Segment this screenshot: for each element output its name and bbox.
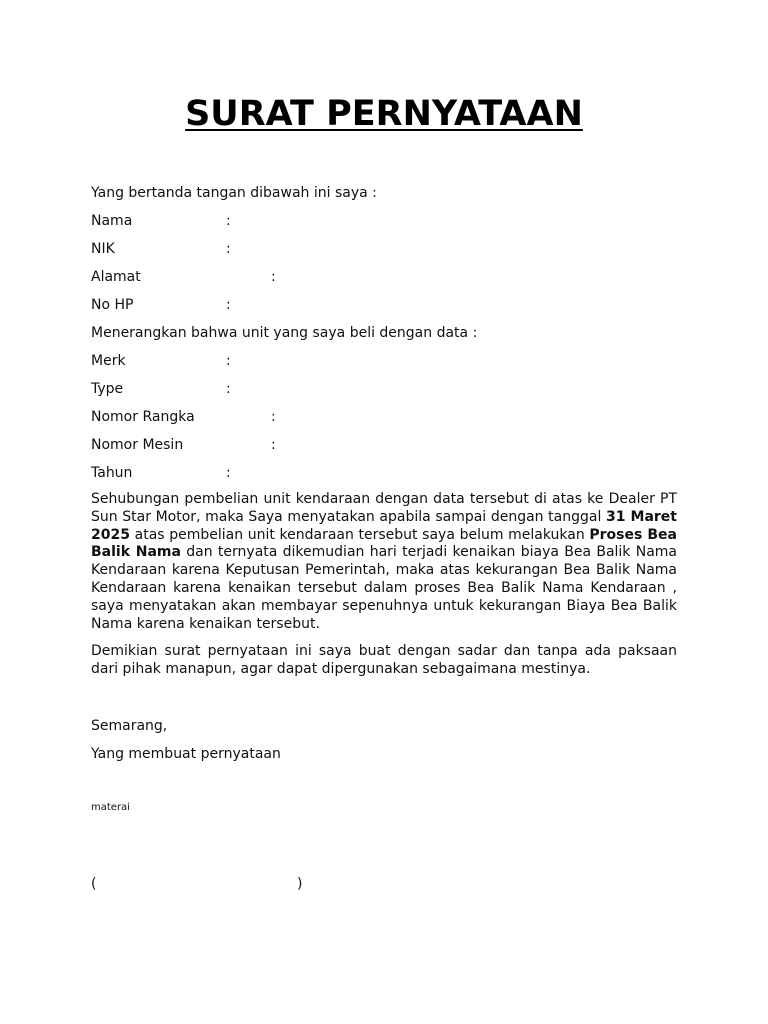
- field-label-nama: Nama: [91, 213, 133, 229]
- field-label-nomor-mesin: Nomor Mesin: [91, 437, 184, 453]
- field-colon-nohp: :: [226, 297, 231, 313]
- closing-paragraph: Demikian surat pernyataan ini saya buat dengan sadar dan tanpa ada paksaan dari pihak manapun, agar dapat dipergunakan sebagaimana mestinya.: [91, 643, 677, 677]
- statement-text-1: Sehubungan pembelian unit kendaraan dengan data tersebut di atas ke Dealer PT Sun Star Motor, maka Saya menyatakan apabila sampai dengan tanggal: [91, 491, 677, 525]
- field-colon-type: :: [226, 381, 231, 397]
- field-colon-nik: :: [226, 241, 231, 257]
- signature-close-paren: ): [297, 876, 303, 892]
- field-colon-nama: :: [226, 213, 231, 229]
- field-label-nik: NIK: [91, 241, 115, 257]
- field-colon-alamat: :: [271, 269, 276, 285]
- field-colon-nomor-mesin: :: [271, 437, 276, 453]
- field-label-merk: Merk: [91, 353, 126, 369]
- signer-label: Yang membuat pernyataan: [91, 746, 281, 762]
- signature-open-paren: (: [91, 876, 97, 892]
- statement-paragraph: [91, 491, 677, 633]
- field-label-tahun: Tahun: [91, 465, 133, 481]
- statement-deadline-date: 31 Maret 2025: [91, 508, 677, 543]
- field-label-nohp: No HP: [91, 297, 134, 313]
- statement-text-2: atas pembelian unit kendaraan tersebut saya belum melakukan: [129, 526, 590, 543]
- field-colon-nomor-rangka: :: [271, 409, 276, 425]
- field-label-alamat: Alamat: [91, 269, 141, 285]
- intro-text: Yang bertanda tangan dibawah ini saya :: [91, 185, 377, 201]
- field-colon-tahun: :: [226, 465, 231, 481]
- unit-intro-text: Menerangkan bahwa unit yang saya beli dengan data :: [91, 325, 478, 341]
- field-colon-merk: :: [226, 353, 231, 369]
- document-title: SURAT PERNYATAAN: [185, 94, 583, 134]
- statement-process-name: Proses Bea Balik Nama: [91, 526, 677, 561]
- field-label-nomor-rangka: Nomor Rangka: [91, 409, 195, 425]
- field-label-type: Type: [91, 381, 124, 397]
- stamp-label: materai: [91, 802, 130, 813]
- statement-text-3: dan ternyata dikemudian hari terjadi kenaikan biaya Bea Balik Nama Kendaraan karena Keputusan Pemerintah, maka atas kekurangan Bea Balik Nama Kendaraan karena kenaikan tersebut dalam proses Bea Balik Nama Kendaraan , saya menyatakan akan membayar sepenuhnya untuk kekurangan Biaya Bea Balik Nama karena kenaikan tersebut.: [91, 544, 677, 632]
- place-text: Semarang,: [91, 718, 168, 734]
